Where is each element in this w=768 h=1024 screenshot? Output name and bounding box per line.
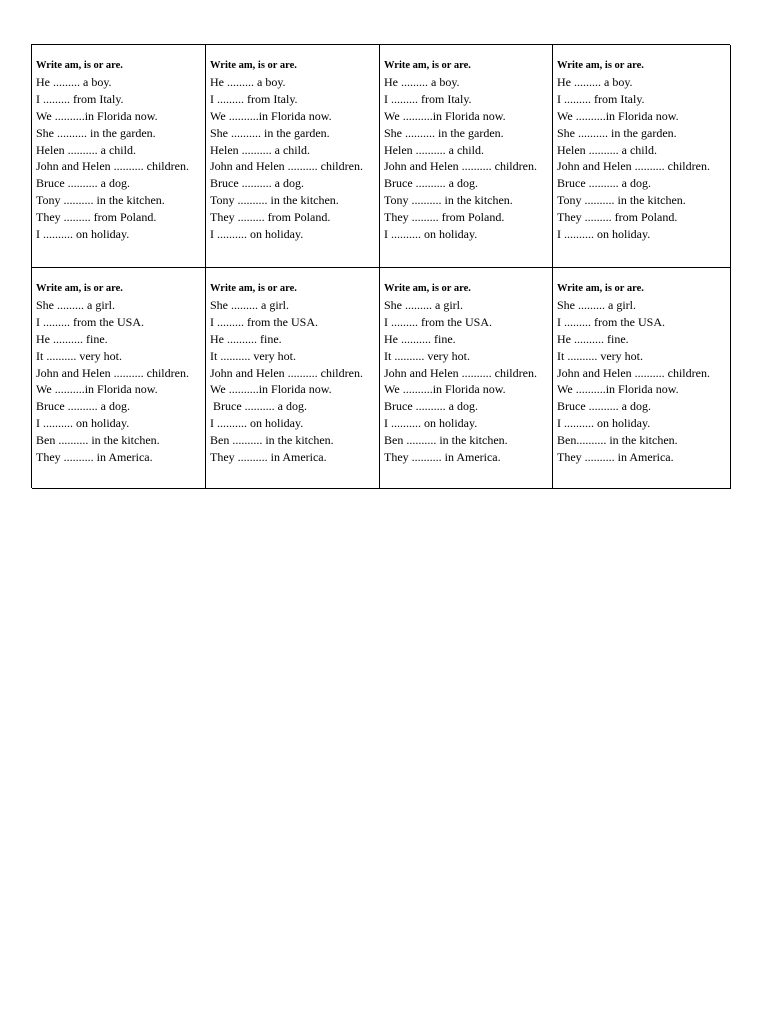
- exercise-sentence: John and Helen .......... children.: [36, 159, 189, 174]
- exercise-sentence: He .......... fine.: [384, 331, 456, 346]
- exercise-sentence: They ......... from Poland.: [384, 210, 505, 225]
- exercise-sentence: We ..........in Florida now.: [557, 382, 679, 397]
- exercise-sentence: Tony .......... in the kitchen.: [210, 193, 339, 208]
- exercise-sentence: Helen .......... a child.: [36, 142, 136, 157]
- card-title: Write am, is or are.: [36, 283, 123, 294]
- card-title: Write am, is or are.: [210, 60, 297, 71]
- exercise-card: [553, 45, 731, 268]
- exercise-card: [32, 45, 206, 268]
- exercise-sentence: They ......... from Poland.: [36, 210, 157, 225]
- exercise-sentence: It .......... very hot.: [384, 348, 470, 363]
- exercise-sentence: Tony .......... in the kitchen.: [384, 193, 513, 208]
- exercise-sentence: I .......... on holiday.: [36, 227, 130, 242]
- exercise-sentence: Tony .......... in the kitchen.: [36, 193, 165, 208]
- exercise-sentence: They .......... in America.: [384, 450, 501, 465]
- exercise-sentence: He .......... fine.: [557, 331, 629, 346]
- exercise-sentence: I .......... on holiday.: [210, 227, 304, 242]
- exercise-sentence: They ......... from Poland.: [557, 210, 678, 225]
- card-title: Write am, is or are.: [384, 283, 471, 294]
- exercise-sentence: Bruce .......... a dog.: [557, 176, 651, 191]
- exercise-sentence: John and Helen .......... children.: [384, 365, 537, 380]
- exercise-sentence: We ..........in Florida now.: [557, 108, 679, 123]
- exercise-sentence: They .......... in America.: [557, 450, 674, 465]
- exercise-sentence: He .......... fine.: [210, 331, 282, 346]
- exercise-sentence: We ..........in Florida now.: [210, 382, 332, 397]
- card-title: Write am, is or are.: [210, 283, 297, 294]
- exercise-sentence: John and Helen .......... children.: [557, 159, 710, 174]
- exercise-sentence: She .......... in the garden.: [384, 125, 504, 140]
- exercise-card: [380, 45, 553, 268]
- exercise-sentence: It .......... very hot.: [36, 348, 122, 363]
- exercise-sentence: John and Helen .......... children.: [36, 365, 189, 380]
- exercise-sentence: Ben .......... in the kitchen.: [210, 433, 334, 448]
- exercise-sentence: Helen .......... a child.: [384, 142, 484, 157]
- exercise-sentence: Bruce .......... a dog.: [210, 176, 304, 191]
- exercise-sentence: It .......... very hot.: [557, 348, 643, 363]
- exercise-sentence: I ......... from Italy.: [557, 91, 645, 106]
- exercise-sentence: He ......... a boy.: [210, 75, 286, 89]
- exercise-sentence: Ben .......... in the kitchen.: [384, 433, 508, 448]
- exercise-sentence: I ......... from the USA.: [384, 314, 492, 329]
- exercise-sentence: I ......... from Italy.: [36, 91, 124, 106]
- exercise-sentence: We ..........in Florida now.: [210, 108, 332, 123]
- exercise-sentence: We ..........in Florida now.: [384, 108, 506, 123]
- exercise-sentence: Ben.......... in the kitchen.: [557, 433, 678, 448]
- exercise-sentence: John and Helen .......... children.: [557, 365, 710, 380]
- exercise-sentence: I ......... from the USA.: [557, 314, 665, 329]
- exercise-card: [553, 268, 731, 489]
- exercise-sentence: I ......... from Italy.: [384, 91, 472, 106]
- exercise-card: [206, 45, 380, 268]
- exercise-sentence: Helen .......... a child.: [557, 142, 657, 157]
- exercise-sentence: We ..........in Florida now.: [36, 382, 158, 397]
- exercise-sentence: Bruce .......... a dog.: [557, 399, 651, 414]
- exercise-card: [32, 268, 206, 489]
- exercise-sentence: John and Helen .......... children.: [384, 159, 537, 174]
- exercise-sentence: Bruce .......... a dog.: [36, 399, 130, 414]
- exercise-sentence: John and Helen .......... children.: [210, 159, 363, 174]
- exercise-sentence: She .......... in the garden.: [210, 125, 330, 140]
- exercise-sentence: Bruce .......... a dog.: [384, 399, 478, 414]
- exercise-sentence: She ......... a girl.: [36, 298, 115, 312]
- exercise-sentence: I .......... on holiday.: [384, 227, 478, 242]
- card-title: Write am, is or are.: [36, 60, 123, 71]
- card-title: Write am, is or are.: [384, 60, 471, 71]
- exercise-sentence: They .......... in America.: [36, 450, 153, 465]
- exercise-sentence: John and Helen .......... children.: [210, 365, 363, 380]
- exercise-sentence: Ben .......... in the kitchen.: [36, 433, 160, 448]
- card-title: Write am, is or are.: [557, 60, 644, 71]
- exercise-sentence: She .......... in the garden.: [557, 125, 677, 140]
- exercise-sentence: They ......... from Poland.: [210, 210, 331, 225]
- exercise-sentence: I .......... on holiday.: [557, 416, 651, 431]
- card-title: Write am, is or are.: [557, 283, 644, 294]
- exercise-card: [206, 268, 380, 489]
- exercise-sentence: I .......... on holiday.: [36, 416, 130, 431]
- exercise-sentence: It .......... very hot.: [210, 348, 296, 363]
- exercise-sentence: I ......... from the USA.: [210, 314, 318, 329]
- exercise-sentence: She ......... a girl.: [557, 298, 636, 312]
- exercise-sentence: We ..........in Florida now.: [36, 108, 158, 123]
- exercise-sentence: I .......... on holiday.: [210, 416, 304, 431]
- exercise-sentence: I ......... from the USA.: [36, 314, 144, 329]
- exercise-sentence: Bruce .......... a dog.: [36, 176, 130, 191]
- exercise-sentence: They .......... in America.: [210, 450, 327, 465]
- exercise-sentence: We ..........in Florida now.: [384, 382, 506, 397]
- exercise-sentence: She .......... in the garden.: [36, 125, 156, 140]
- exercise-sentence: I ......... from Italy.: [210, 91, 298, 106]
- exercise-sentence: She ......... a girl.: [210, 298, 289, 312]
- exercise-sentence: Bruce .......... a dog.: [210, 399, 307, 414]
- exercise-sentence: He .......... fine.: [36, 331, 108, 346]
- exercise-sentence: He ......... a boy.: [557, 75, 633, 89]
- exercise-card: [380, 268, 553, 489]
- exercise-sentence: I .......... on holiday.: [384, 416, 478, 431]
- exercise-sentence: I .......... on holiday.: [557, 227, 651, 242]
- exercise-sentence: She ......... a girl.: [384, 298, 463, 312]
- exercise-sentence: Tony .......... in the kitchen.: [557, 193, 686, 208]
- exercise-sentence: He ......... a boy.: [384, 75, 460, 89]
- worksheet-grid: [31, 44, 730, 488]
- exercise-sentence: Bruce .......... a dog.: [384, 176, 478, 191]
- exercise-sentence: Helen .......... a child.: [210, 142, 310, 157]
- exercise-sentence: He ......... a boy.: [36, 75, 112, 89]
